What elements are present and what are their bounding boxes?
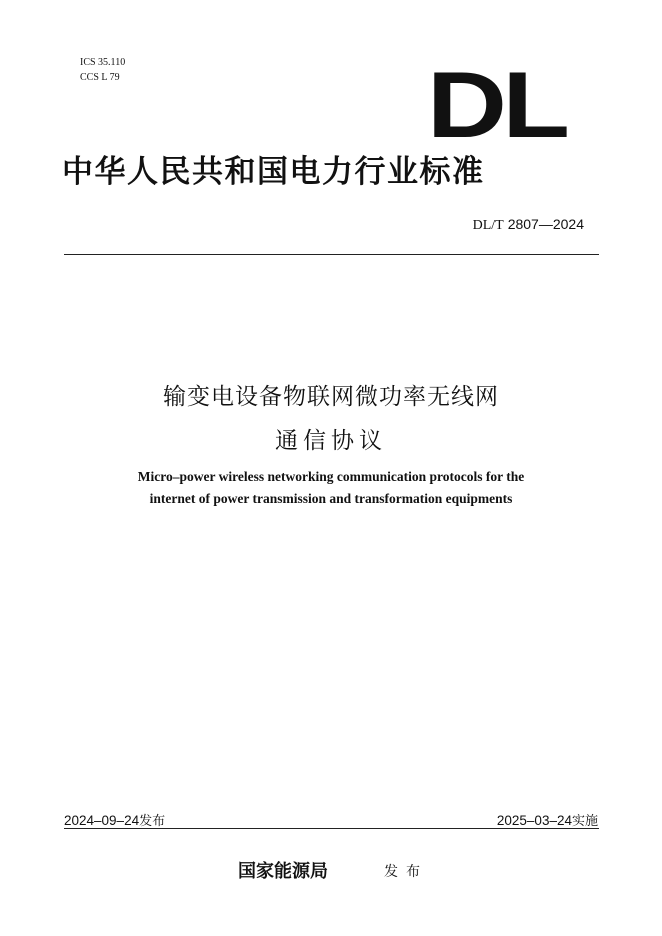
standard-number-value: 2807—2024 [507,216,584,232]
chinese-title-line-1: 输变电设备物联网微功率无线网 [163,384,499,410]
english-title-line-1: Micro–power wireless networking communication protocols for the [137,469,525,484]
implement-date-value: 2025–03–24 [496,813,572,828]
publish-date-label: 发布 [139,814,166,829]
implement-date-label: 实施 [571,814,598,829]
dl-logo: DL [426,52,565,157]
classification-codes [80,55,125,85]
publish-date [64,810,165,829]
chinese-title-line-2: 通信协议 [275,428,387,454]
english-title-line-2: internet of power transmission and transformation equipments [149,491,513,506]
top-divider [64,254,599,255]
standard-category-title: 中华人民共和国电力行业标准 [62,154,485,190]
issuing-authority: 国家能源局 [238,861,328,882]
standard-number-prefix: DL/T [472,218,504,233]
bottom-divider [64,828,599,829]
implement-date [497,810,598,829]
issuing-action: 发布 [384,864,428,880]
ics-code: ICS 35.110 [80,57,126,68]
ccs-code: CCS L 79 [80,72,120,83]
publish-date-value: 2024–09–24 [64,813,140,828]
standard-number [473,216,584,234]
